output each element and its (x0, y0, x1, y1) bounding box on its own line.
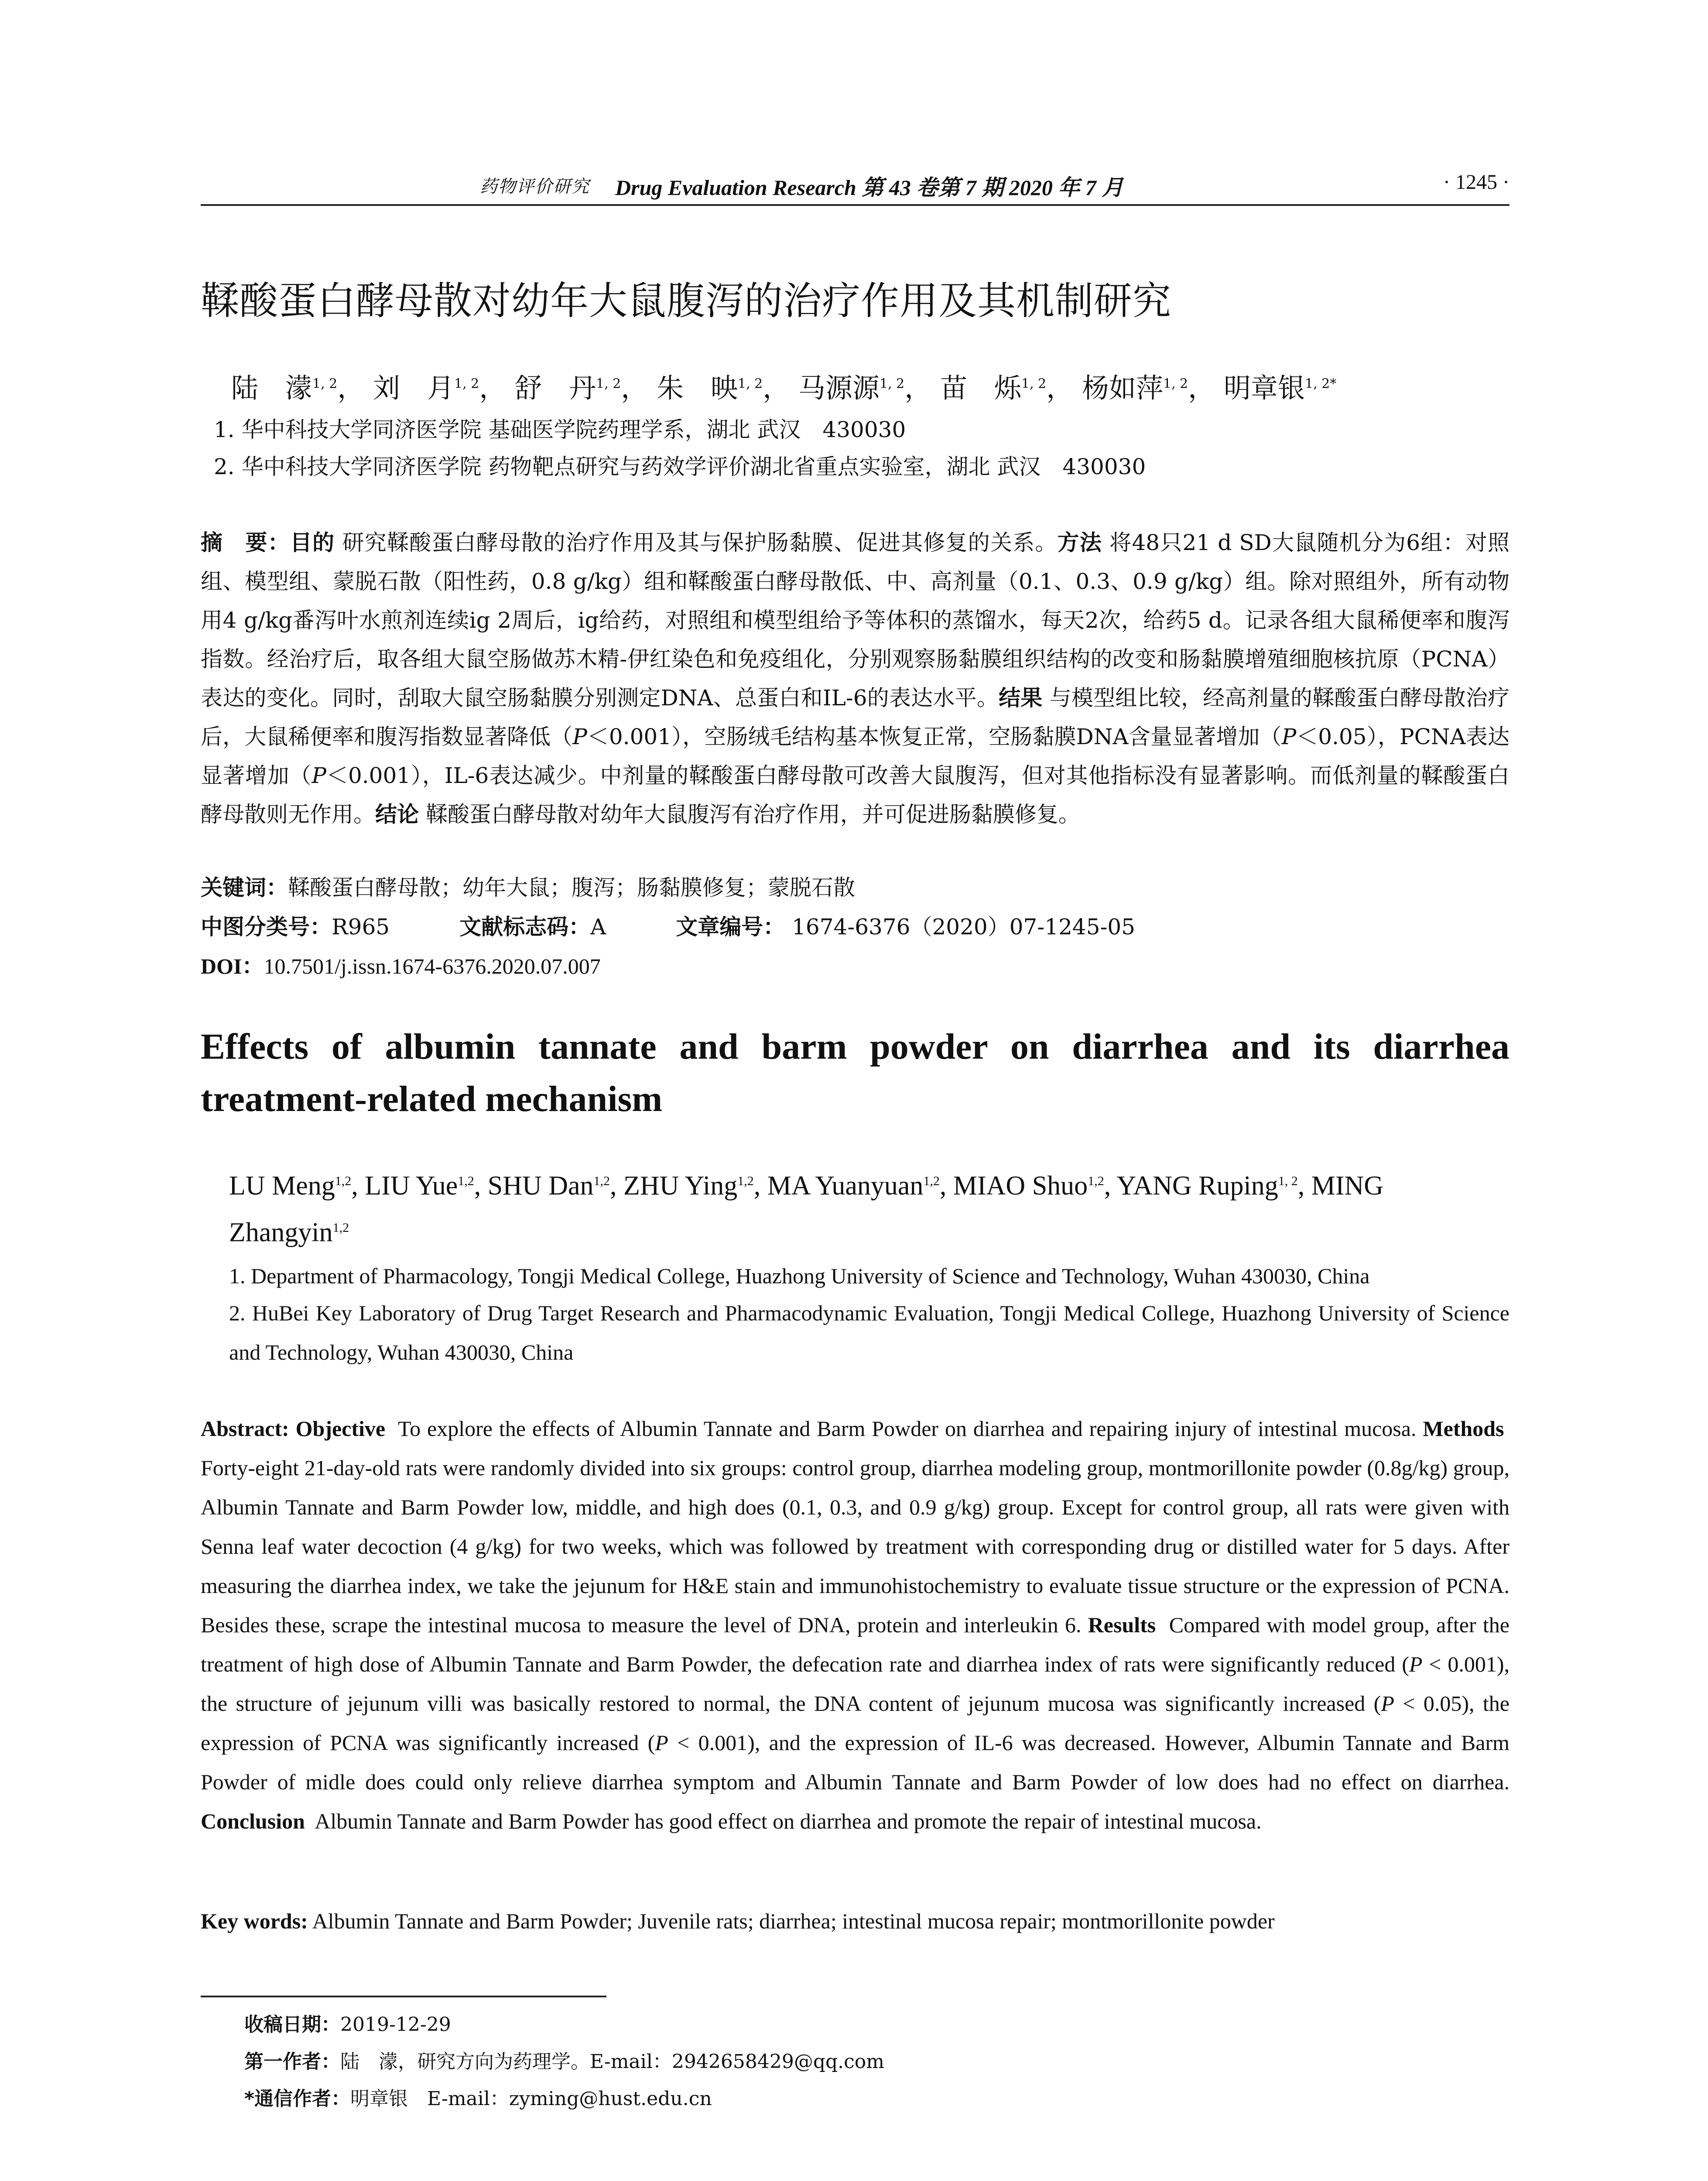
abstract-cn (201, 523, 1509, 834)
article-no-value: 1674-6376（2020）07-1245-05 (792, 914, 1136, 940)
results-text-en: < 0.05), the expression of PCNA was significantly increased ( (201, 1691, 1509, 1755)
footnote-label: 收稿日期： (244, 2013, 340, 2036)
methods-label-cn: 方法 (1057, 530, 1102, 555)
footnote-text: 陆 濛，研究方向为药理学。E-mail：2942658429@qq.com (340, 2051, 885, 2073)
doi-label: DOI： (201, 954, 264, 978)
author-en: MING Zhangyin (229, 1171, 1384, 1248)
author-list-en: LU Meng$^{1,2}$, LIU Yue$^{1,2}$, SHU Dan$^{1,2}$, ZHU Ying$^{1,2}$, MA Yuanyuan$^{1,2}$, MIAO Shuo$^{1,2}$, YANG Ruping$^{1, 2}$, MING Zhangyin$^{1,2}$ (229, 1171, 1384, 1248)
author-cn: 朱 映 (657, 372, 738, 404)
footnote-rule (201, 1996, 606, 1997)
classification-line (201, 909, 1135, 941)
author-en: ZHU Ying (623, 1171, 738, 1201)
p-value-symbol: P (1409, 1652, 1423, 1676)
page-number: · 1245 · (1443, 171, 1509, 194)
doi-line (201, 949, 601, 980)
author-affil-sup: 1, 2 (312, 376, 338, 392)
methods-label-en: Methods (1423, 1416, 1504, 1441)
affiliation-cn-2: 2. 华中科技大学同济医学院 药物靶点研究与药效学评价湖北省重点实验室，湖北 武汉 430030 (214, 454, 1146, 479)
abstract-label-en: Abstract: (201, 1416, 289, 1441)
abstract-en (201, 1409, 1509, 1841)
author-en: SHU Dan (487, 1171, 594, 1201)
author-affil-sup: 1,2 (737, 1174, 754, 1188)
author-affil-sup: 1, 2* (1305, 376, 1337, 392)
doc-code-value: A (590, 914, 606, 940)
footnote-first-author (244, 2046, 884, 2074)
author-cn: 舒 丹 (515, 372, 596, 404)
conclusion-text-cn: 鞣酸蛋白酵母散对幼年大鼠腹泻有治疗作用，并可促进肠黏膜修复。 (425, 802, 1080, 827)
author-cn: 杨如萍 (1082, 372, 1164, 404)
keywords-label-cn: 关键词： (201, 875, 288, 900)
author-cn: 明章银 (1224, 372, 1305, 404)
p-value-symbol: P (655, 1730, 668, 1755)
results-text-cn: 与模型组比较，经高剂量的鞣酸蛋白酵母散治疗后，大鼠稀便率和腹泻指数显著降低（ (201, 685, 1510, 749)
affiliation-cn-1: 1. 华中科技大学同济医学院 基础医学院药理学系，湖北 武汉 430030 (214, 417, 906, 442)
objective-label-cn: 目的 (290, 530, 335, 555)
p-value-symbol: P (311, 763, 326, 788)
author-affil-sup: 1, 2 (1021, 376, 1047, 392)
p-value-symbol: P (572, 724, 587, 749)
author-affil-sup: 1,2 (593, 1174, 610, 1188)
results-text-en: < 0.001), and the expression of IL-6 was decreased. However, Albumin Tannate and Barm Powder of midle does could only relieve diarrhea symptom and Albumin Tannate and Barm Powder of low does had no effect on diarrhea. (201, 1730, 1509, 1794)
article-title-en: Effects of albumin tannate and barm powder on diarrhea and its diarrhea treatment-related mechanism (201, 1026, 1509, 1119)
abstract-label-cn: 摘 要： (201, 530, 290, 555)
author-affil-sup: 1,2 (923, 1174, 940, 1188)
results-text-en: Compared with model group, after the treatment of high dose of Albumin Tannate and Barm Powder, the defecation rate and diarrhea index of rats were significantly reduced ( (201, 1613, 1509, 1676)
keywords-en (201, 1908, 1509, 1934)
author-affil-sup: 1, 2 (880, 376, 905, 392)
objective-text-cn: 研究鞣酸蛋白酵母散的治疗作用及其与保护肠黏膜、促进其修复的关系。 (342, 530, 1058, 555)
journal-logo: 药物评价研究 (480, 177, 590, 197)
author-affil-sup: 1, 2 (1278, 1174, 1298, 1188)
clc-value: R965 (332, 914, 390, 940)
article-no-label: 文章编号： (676, 914, 785, 940)
author-en: LIU Yue (365, 1171, 458, 1201)
author-affil-sup: 1, 2 (738, 376, 763, 392)
journal-citation-line: Drug Evaluation Research 第 43 卷第 7 期 2020 年 7 月 (615, 175, 1124, 200)
header-rule (201, 204, 1509, 206)
results-text-en: < 0.001), the structure of jejunum villi was basically restored to normal, the DNA content of jejunum mucosa was significantly increased ( (201, 1652, 1509, 1716)
author-affil-sup: 1,2 (1088, 1174, 1104, 1188)
author-affil-sup: 1,2 (335, 1174, 352, 1188)
conclusion-label-cn: 结论 (375, 802, 419, 827)
methods-text-cn: 将48只21 d SD大鼠随机分为6组：对照组、模型组、蒙脱石散（阳性药，0.8 g/kg）组和鞣酸蛋白酵母散低、中、高剂量（0.1、0.3、0.9 g/kg）组。除对照组外，所有动物用4 g/kg番泻叶水煎剂连续ig 2周后，ig给药，对照组和模型组给予等体积的蒸馏水，每天2次，给药5 d。记录各组大鼠稀便率和腹泻指数。经治疗后，取各组大鼠空肠做苏木精-伊红染色和免疫组化，分别观察肠黏膜组织结构的改变和肠黏膜增殖细胞核抗原（PCNA）表达的变化。同时，刮取大鼠空肠黏膜分别测定DNA、总蛋白和IL-6的表达水平。 (201, 530, 1510, 711)
results-text-cn: ＜0.001），IL-6表达减少。中剂量的鞣酸蛋白酵母散可改善大鼠腹泻，但对其他指标没有显著影响。而低剂量的鞣酸蛋白酵母散则无作用。 (201, 763, 1509, 827)
results-text-cn: ＜0.05），PCNA表达显著增加（ (201, 724, 1510, 788)
p-value-symbol: P (1281, 724, 1297, 749)
author-cn: 苗 烁 (940, 372, 1022, 404)
keywords-cn (201, 870, 855, 902)
footnote-text: 2019-12-29 (340, 2013, 451, 2036)
author-cn: 陆 濛 (231, 372, 313, 404)
author-affil-sup: 1,2 (332, 1220, 349, 1235)
conclusion-label-en: Conclusion (201, 1809, 305, 1833)
author-affil-sup: 1,2 (458, 1174, 474, 1188)
author-en: YANG Ruping (1116, 1171, 1278, 1201)
author-list-cn: 陆 濛$^{1, 2}$， 刘 月$^{1, 2}$， 舒 丹$^{1, 2}$， 朱 映$^{1, 2}$， 马源源$^{1, 2}$， 苗 烁$^{1, 2}$， 杨如萍$^{1, 2}$， 明章银$^{1, 2*}$ (231, 372, 1337, 404)
doi-value[interactable]: 10.7501/j.issn.1674-6376.2020.07.007 (264, 954, 601, 978)
author-en: MIAO Shuo (953, 1171, 1088, 1201)
footnote-corresponding-author (244, 2083, 712, 2111)
author-affil-sup: 1, 2 (596, 376, 621, 392)
footnote-label: 第一作者： (244, 2051, 340, 2073)
author-en: LU Meng (229, 1171, 335, 1201)
affiliation-en-2: 2. HuBei Key Laboratory of Drug Target Research and Pharmacodynamic Evaluation, Tongji Medical College, Huazhong University of Science and Technology, Wuhan 430030, China (229, 1301, 1509, 1364)
footnote-received (244, 2009, 451, 2037)
conclusion-text-en: Albumin Tannate and Barm Powder has good effect on diarrhea and promote the repair of intestinal mucosa. (315, 1809, 1262, 1833)
keywords-label-en: Key words: (201, 1909, 308, 1933)
results-label-cn: 结果 (999, 685, 1043, 711)
article-title-cn: 鞣酸蛋白酵母散对幼年大鼠腹泻的治疗作用及其机制研究 (201, 278, 1172, 323)
keywords-text-en: Albumin Tannate and Barm Powder; Juvenile rats; diarrhea; intestinal mucosa repair; montmorillonite powder (312, 1909, 1275, 1933)
methods-text-en: Forty-eight 21-day-old rats were randomly divided into six groups: control group, diarrhea modeling group, montmorillonite powder (0.8g/kg) group, Albumin Tannate and Barm Powder low, middle, and high does (0.1, 0.3, and 0.9 g/kg) group. Except for control group, all rats were given with Senna leaf water decoction (4 g/kg) for two weeks, which was followed by treatment with corresponding drug or distilled water for 5 days. After measuring the diarrhea index, we take the jejunum for H&E stain and immunohistochemistry to evaluate tissue structure or the expression of PCNA. Besides these, scrape the intestinal mucosa to measure the level of DNA, protein and interleukin 6. (201, 1456, 1509, 1637)
results-label-en: Results (1088, 1613, 1156, 1637)
author-cn: 马源源 (798, 372, 880, 404)
objective-label-en: Objective (295, 1416, 386, 1441)
clc-label: 中图分类号： (201, 914, 332, 940)
keywords-text-cn: 鞣酸蛋白酵母散；幼年大鼠；腹泻；肠黏膜修复；蒙脱石散 (288, 875, 855, 900)
doc-code-label: 文献标志码： (459, 914, 591, 940)
results-text-cn: ＜0.001），空肠绒毛结构基本恢复正常，空肠黏膜DNA含量显著增加（ (587, 724, 1282, 749)
running-header (201, 166, 1509, 201)
author-en: MA Yuanyuan (767, 1171, 924, 1201)
footnote-text: 明章银 E-mail：zyming@hust.edu.cn (350, 2088, 712, 2110)
objective-text-en: To explore the effects of Albumin Tannate and Barm Powder on diarrhea and repairing injury of intestinal mucosa. (398, 1416, 1417, 1441)
footnote-label: *通信作者： (244, 2088, 351, 2110)
p-value-symbol: P (1381, 1691, 1394, 1716)
author-cn: 刘 月 (373, 372, 455, 404)
affiliation-en-1: 1. Department of Pharmacology, Tongji Medical College, Huazhong University of Science and Technology, Wuhan 430030, China (229, 1264, 1370, 1288)
author-affil-sup: 1, 2 (454, 376, 479, 392)
author-affil-sup: 1, 2 (1163, 376, 1188, 392)
